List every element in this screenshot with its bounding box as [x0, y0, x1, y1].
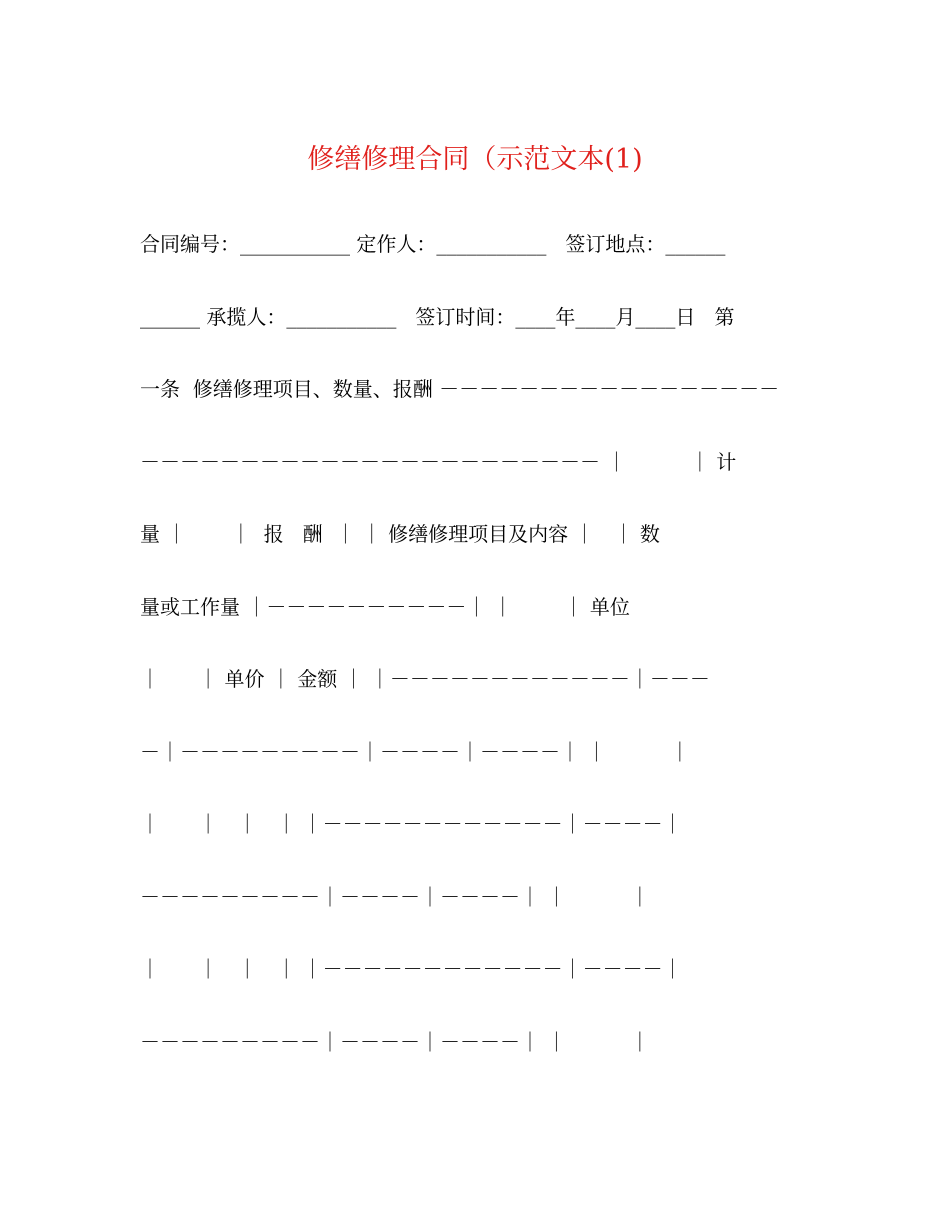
table-line-9: －－－－－－－－－｜－－－－｜－－－－｜ ｜ ｜	[140, 1030, 650, 1054]
contract-header-line-1: 合同编号：___________ 定作人：___________ 签订地点：______	[140, 232, 726, 256]
table-line-6: ｜ ｜ ｜ ｜ ｜－－－－－－－－－－－－｜－－－－｜	[140, 812, 683, 836]
table-line-2: 量 ｜ ｜ 报 酬 ｜ ｜ 修缮修理项目及内容 ｜ ｜ 数	[140, 522, 660, 546]
table-line-4: ｜ ｜ 单价 ｜ 金额 ｜ ｜－－－－－－－－－－－－｜－－－	[140, 667, 710, 691]
table-line-8: ｜ ｜ ｜ ｜ ｜－－－－－－－－－－－－｜－－－－｜	[140, 957, 683, 981]
table-line-3: 量或工作量 ｜－－－－－－－－－－｜ ｜ ｜ 单位	[140, 595, 630, 619]
table-line-1: －－－－－－－－－－－－－－－－－－－－－－－ ｜ ｜ 计	[140, 450, 737, 474]
table-line-5: －｜－－－－－－－－－｜－－－－｜－－－－｜ ｜ ｜	[140, 740, 690, 764]
article-one-heading: 一条 修缮修理项目、数量、报酬 －－－－－－－－－－－－－－－－－	[140, 377, 780, 401]
contract-header-line-2: ______ 承揽人：___________ 签订时间：____年____月____日 第	[140, 305, 735, 329]
table-line-7: －－－－－－－－－｜－－－－｜－－－－｜ ｜ ｜	[140, 885, 650, 909]
document-title: 修缮修理合同（示范文本(1)	[307, 144, 643, 175]
